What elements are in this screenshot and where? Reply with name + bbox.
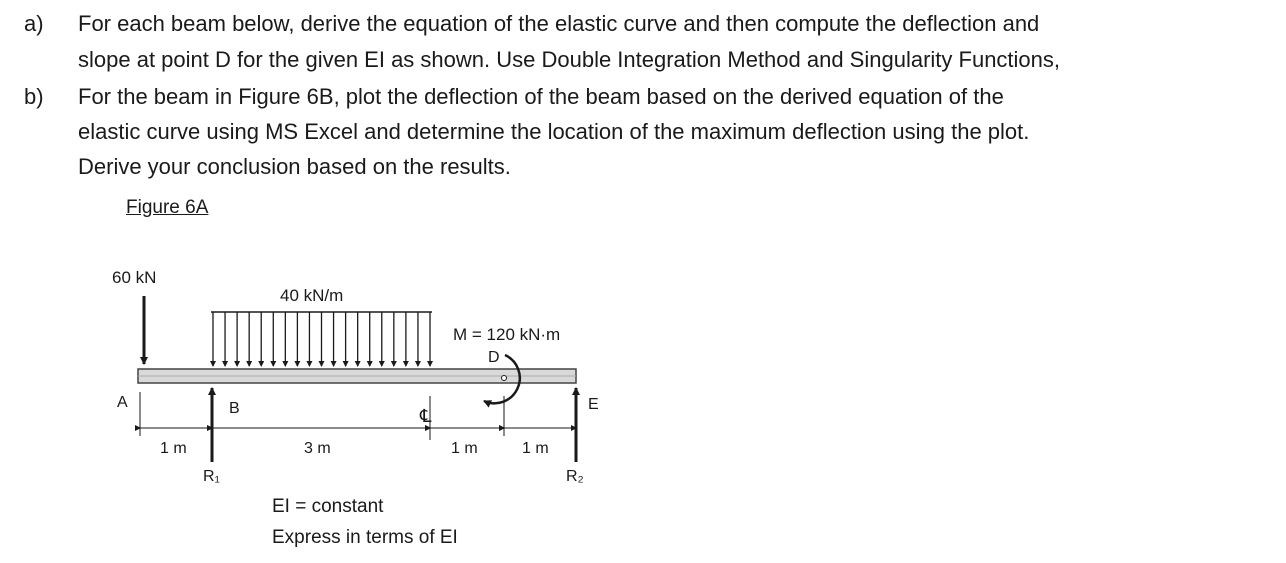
distributed-load-label: 40 kN/m: [280, 286, 344, 305]
question-a-label: a): [24, 11, 44, 36]
point-a-label: A: [117, 394, 128, 411]
question-a-line-2: slope at point D for the given EI as shown. Use Double Integration Method and Singularity Functions,: [78, 47, 1061, 72]
distributed-load: [211, 312, 432, 366]
dimension-center-d: 1 m: [451, 440, 478, 457]
question-b-line-1: For the beam in Figure 6B, plot the deflection of the beam based on the derived equation of the: [78, 84, 1004, 109]
point-d-marker: [502, 376, 507, 381]
reaction-r1-label: R₁: [203, 468, 220, 485]
express-ei-note: Express in terms of EI: [272, 527, 458, 548]
dimension-b-center: 3 m: [304, 440, 331, 457]
point-e-label: E: [588, 396, 599, 413]
point-b-label: B: [229, 400, 240, 417]
dimension-de: 1 m: [522, 440, 549, 457]
question-a-line-1: For each beam below, derive the equation of the elastic curve and then compute the deflection and: [78, 11, 1040, 36]
question-b-line-2: elastic curve using MS Excel and determine the location of the maximum deflection using the plot.: [78, 119, 1030, 144]
reaction-r2-label: R₂: [566, 468, 584, 485]
figure-caption: Figure 6A: [126, 197, 209, 218]
dimension-lines: [140, 392, 576, 440]
question-b-line-3: Derive your conclusion based on the results.: [78, 154, 511, 179]
moment-label: M = 120 kN·m: [453, 325, 561, 344]
point-d-label: D: [488, 349, 500, 366]
question-b-label: b): [24, 84, 44, 109]
point-load-label: 60 kN: [112, 268, 157, 287]
dimension-ab: 1 m: [160, 440, 187, 457]
centerline-symbol: ℄: [420, 406, 432, 426]
ei-constant-note: EI = constant: [272, 496, 384, 517]
